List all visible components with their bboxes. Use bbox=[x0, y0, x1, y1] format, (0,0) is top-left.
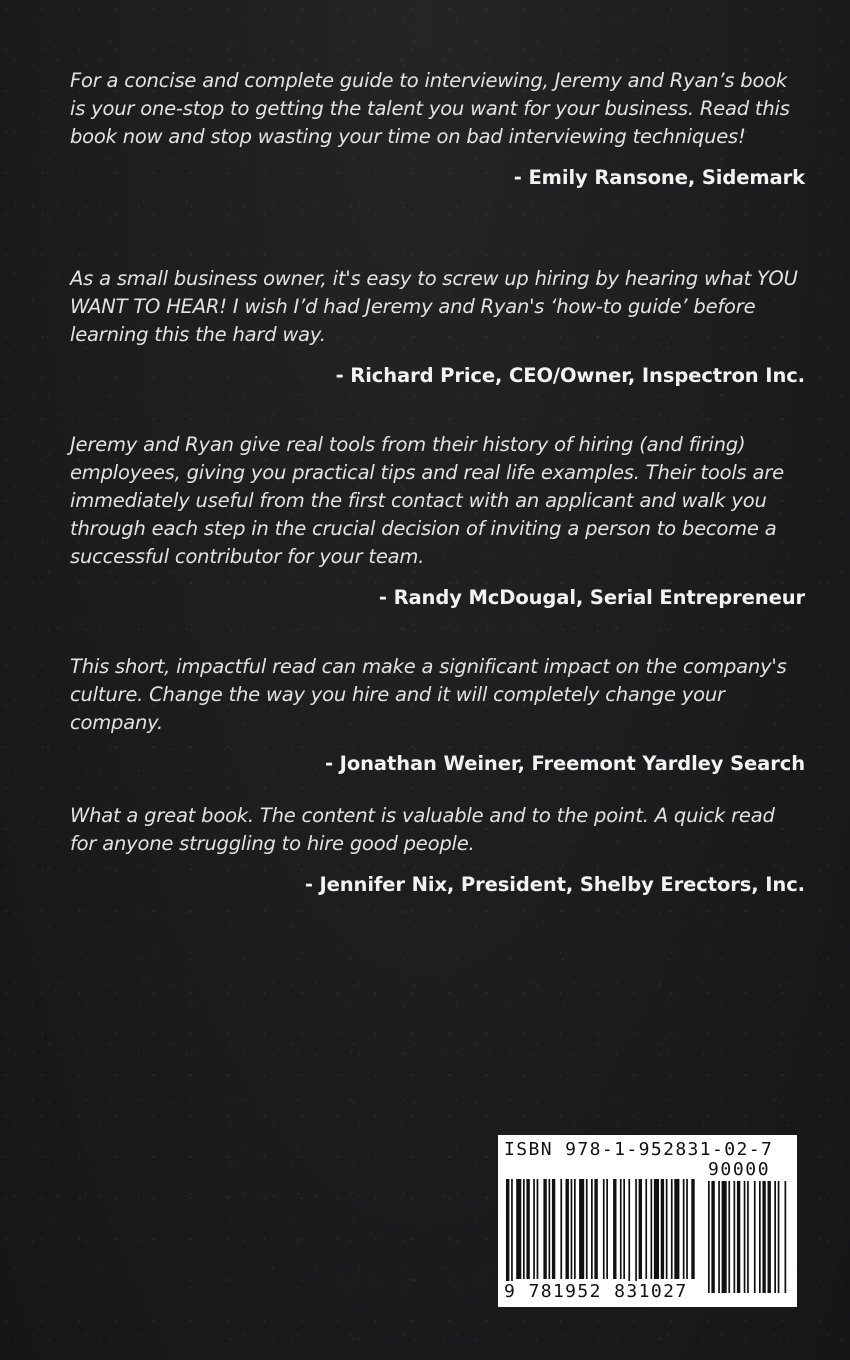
testimonial-author: - Jennifer Nix, President, Shelby Erectors, Inc. bbox=[304, 873, 805, 896]
testimonial-quote: For a concise and complete guide to interviewing, Jeremy and Ryan’s book is your one-stop to getting the talent you want for your business. Read this book now and stop wasting your time on bad interviewing techniques! bbox=[70, 69, 790, 148]
barcode-bar bbox=[683, 1179, 685, 1279]
barcode-bar bbox=[533, 1179, 535, 1279]
barcode-bar bbox=[645, 1179, 647, 1279]
barcode-bar bbox=[635, 1179, 637, 1291]
barcode-bar bbox=[579, 1179, 584, 1279]
barcode-bar bbox=[754, 1181, 756, 1293]
barcode-bar bbox=[543, 1179, 546, 1279]
barcode-bar bbox=[603, 1179, 605, 1279]
barcode-bar bbox=[537, 1179, 539, 1279]
barcode-bar bbox=[728, 1181, 730, 1293]
testimonial-5 bbox=[70, 802, 805, 896]
barcode-bar bbox=[526, 1179, 529, 1279]
testimonial-quote: As a small business owner, it's easy to screw up hiring by hearing what YOU WANT TO HEAR! I wish I’d had Jeremy and Ryan's ‘how-to guide’ before learning this the hard way. bbox=[70, 267, 798, 346]
barcode-bar bbox=[774, 1181, 776, 1293]
barcode-bar bbox=[594, 1179, 597, 1279]
testimonial-author: - Richard Price, CEO/Owner, Inspectron Inc. bbox=[335, 364, 805, 387]
barcode-bar bbox=[571, 1179, 573, 1279]
barcode-bar bbox=[511, 1179, 513, 1291]
testimonial-4 bbox=[70, 653, 805, 775]
barcode-bar bbox=[591, 1179, 593, 1279]
barcode-bar bbox=[686, 1179, 688, 1279]
barcode-bar bbox=[718, 1181, 720, 1293]
barcode-bar bbox=[708, 1181, 710, 1293]
barcode-bar bbox=[628, 1179, 630, 1291]
barcode-bar bbox=[785, 1181, 787, 1293]
barcode-bar bbox=[666, 1179, 668, 1279]
barcode-bar bbox=[552, 1179, 555, 1279]
barcode-bar bbox=[661, 1179, 664, 1279]
barcode-bar bbox=[691, 1179, 694, 1279]
barcode-bar bbox=[506, 1179, 509, 1291]
barcode-bar bbox=[671, 1179, 673, 1279]
testimonial-author: - Emily Ransone, Sidemark bbox=[513, 166, 805, 189]
testimonial-3 bbox=[70, 431, 805, 609]
barcode-bar bbox=[778, 1181, 780, 1293]
barcode-bar bbox=[560, 1179, 562, 1279]
barcode-bar bbox=[747, 1181, 749, 1293]
testimonial-author: - Jonathan Weiner, Freemont Yardley Search bbox=[325, 752, 805, 775]
isbn-label: ISBN 978-1-952831-02-7 bbox=[504, 1139, 774, 1160]
barcode-bar bbox=[523, 1179, 525, 1279]
barcode-bar bbox=[639, 1179, 642, 1279]
barcode-bar bbox=[606, 1179, 608, 1279]
price-code: 90000 bbox=[708, 1159, 771, 1180]
testimonial-quote: This short, impactful read can make a significant impact on the company's culture. Change the way you hire and it will completely change your company. bbox=[70, 655, 787, 734]
isbn-barcode bbox=[498, 1135, 797, 1307]
barcode-bar bbox=[620, 1179, 622, 1279]
barcode-bar bbox=[734, 1181, 736, 1293]
barcode-bar bbox=[737, 1181, 740, 1293]
barcode-bar bbox=[516, 1179, 521, 1279]
barcode-bar bbox=[566, 1179, 569, 1279]
barcode-bar bbox=[623, 1179, 625, 1279]
barcode-bar bbox=[549, 1179, 551, 1279]
barcode-bar bbox=[674, 1179, 679, 1279]
barcode-bar bbox=[574, 1179, 576, 1279]
barcode-bar bbox=[651, 1179, 653, 1279]
barcode-bar bbox=[711, 1181, 714, 1293]
testimonial-quote: What a great book. The content is valuable and to the point. A quick read for anyone struggling to hire good people. bbox=[70, 804, 775, 855]
barcode-bar bbox=[722, 1181, 727, 1293]
ean-digits: 9 781952 831027 bbox=[504, 1281, 688, 1302]
barcode-bar bbox=[586, 1179, 588, 1279]
testimonial-author: - Randy McDougal, Serial Entrepreneur bbox=[378, 586, 805, 609]
testimonial-2 bbox=[70, 265, 805, 387]
testimonial-1 bbox=[70, 67, 805, 189]
testimonial-quote: Jeremy and Ryan give real tools from their history of hiring (and firing) employees, giving you practical tips and real life examples. Their tools are immediately useful from the first contact with an applicant and walk you through each step in the crucial decision of inviting a person to become a successful contributor for your team. bbox=[70, 433, 784, 568]
barcode-bar bbox=[768, 1181, 771, 1293]
barcode-bar bbox=[762, 1181, 765, 1293]
barcode-bar bbox=[759, 1181, 761, 1293]
barcode-bar bbox=[744, 1181, 746, 1293]
barcode-bar bbox=[654, 1179, 659, 1279]
barcode-bar bbox=[613, 1179, 616, 1279]
